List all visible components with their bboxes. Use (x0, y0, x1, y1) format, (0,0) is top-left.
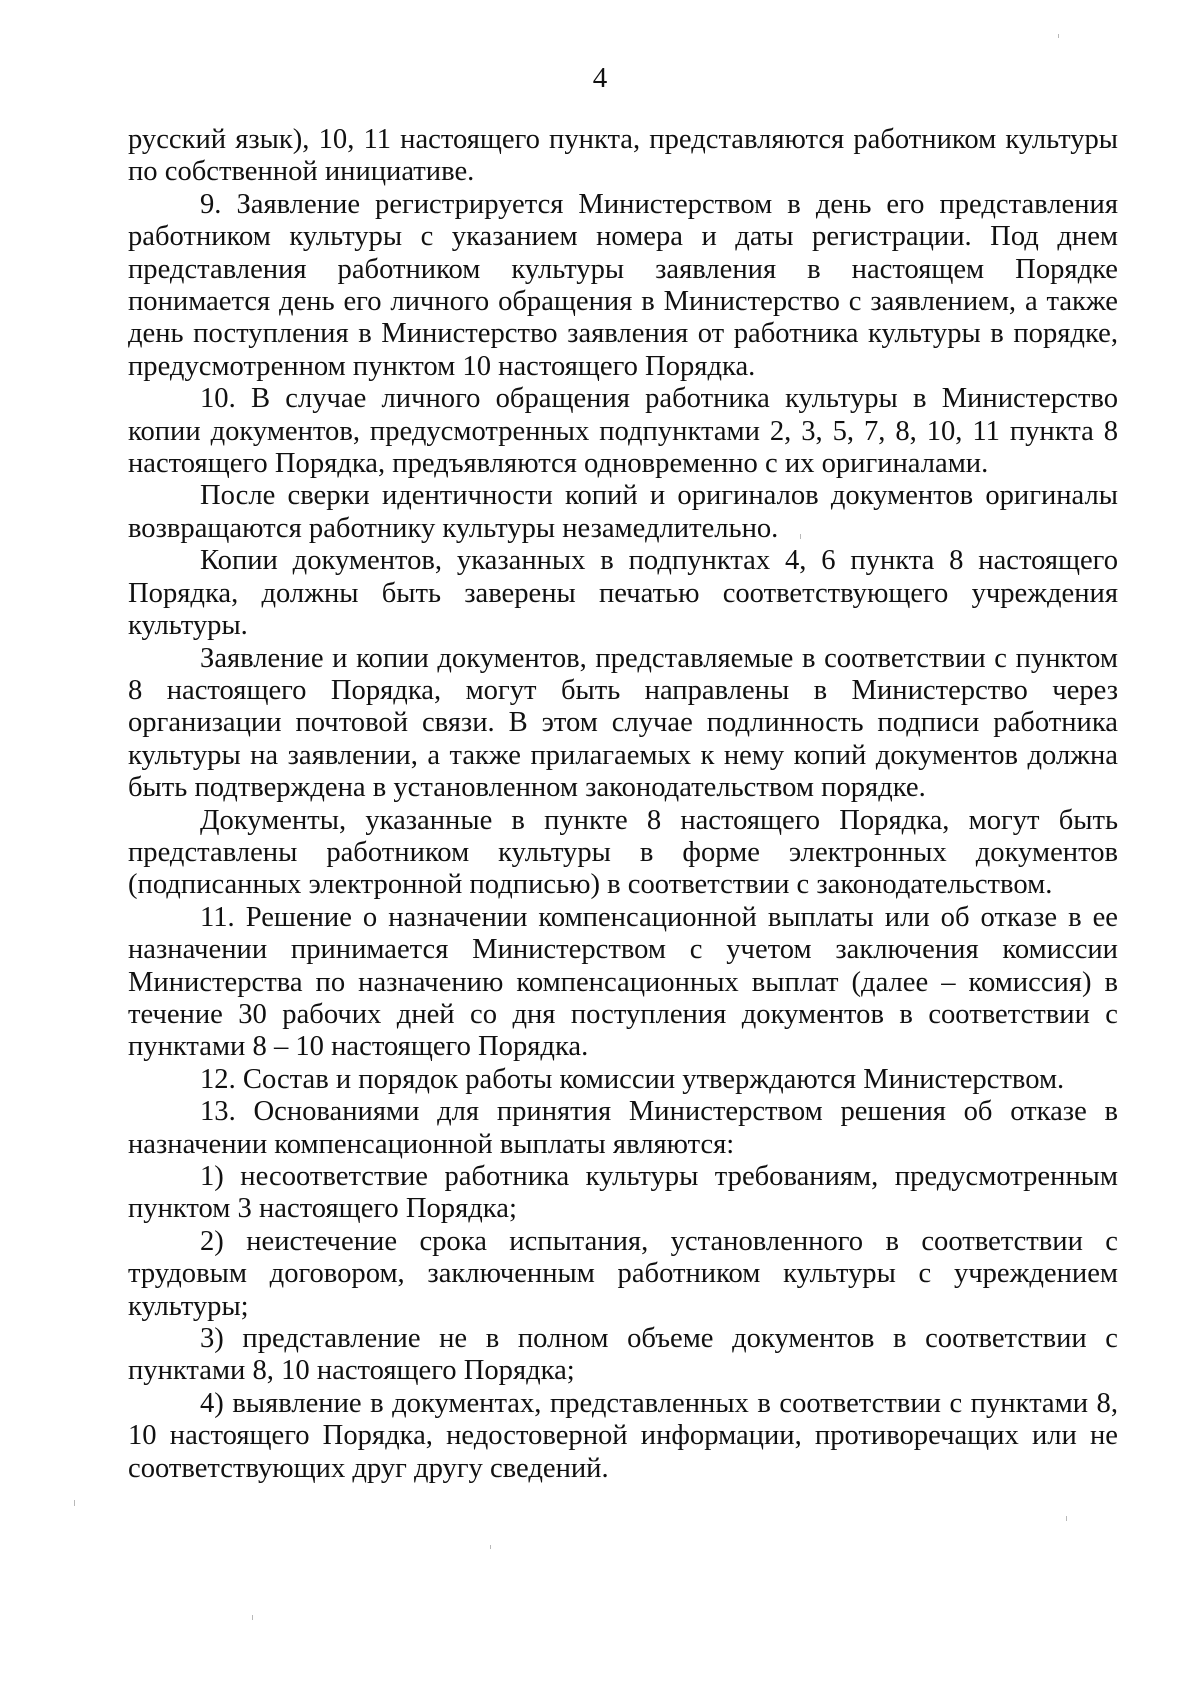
list-item-4: 4) выявление в документах, представленных в соответствии с пунктами 8, 10 настоящего Порядка, недостоверной информации, противоречащих или не соответствующих друг другу сведений. (128, 1387, 1118, 1484)
paragraph-item-11: 11. Решение о назначении компенсационной выплаты или об отказе в ее назначении принимается Министерством с учетом заключения комиссии Министерства по назначению компенсационных выплат (далее – комиссия) в течение 30 рабочих дней со дня поступления документов в соответствии с пунктами 8 – 10 настоящего Порядка. (128, 901, 1118, 1063)
document-body (128, 124, 1118, 1485)
scan-speck (490, 1545, 491, 1549)
scan-speck (252, 1615, 253, 1620)
list-item-3: 3) представление не в полном объеме документов в соответствии с пунктами 8, 10 настоящего Порядка; (128, 1323, 1118, 1387)
paragraph-item-13: 13. Основаниями для принятия Министерством решения об отказе в назначении компенсационной выплаты являются: (128, 1096, 1118, 1160)
list-item-1: 1) несоответствие работника культуры требованиям, предусмотренным пунктом 3 настоящего Порядка; (128, 1161, 1118, 1225)
paragraph-postal-submission: Заявление и копии документов, представляемые в соответствии с пунктом 8 настоящего Порядка, могут быть направлены в Министерство через организации почтовой связи. В этом случае подлинность подписи работника культуры на заявлении, а также прилагаемых к нему копий документов должна быть подтверждена в установленном законодательством порядке. (128, 642, 1118, 804)
paragraph-item-9: 9. Заявление регистрируется Министерством в день его представления работником культуры с указанием номера и даты регистрации. Под днем представления работником культуры заявления в настоящем Порядке понимается день его личного обращения в Министерство с заявлением, а также день поступления в Министерство заявления от работника культуры в порядке, предусмотренном пунктом 10 настоящего Порядка. (128, 188, 1118, 382)
paragraph-item-10: 10. В случае личного обращения работника культуры в Министерство копии документов, предусмотренных подпунктами 2, 3, 5, 7, 8, 10, 11 пункта 8 настоящего Порядка, предъявляются одновременно с их оригиналами. (128, 383, 1118, 480)
list-item-2: 2) неистечение срока испытания, установленного в соответствии с трудовым договором, заключенным работником культуры с учреждением культуры; (128, 1225, 1118, 1322)
paragraph-originals-return: После сверки идентичности копий и оригиналов документов оригиналы возвращаются работнику культуры незамедлительно. (128, 480, 1118, 544)
paragraph-certified-copies: Копии документов, указанных в подпунктах 4, 6 пункта 8 настоящего Порядка, должны быть заверены печатью соответствующего учреждения культуры. (128, 545, 1118, 642)
paragraph-item-12: 12. Состав и порядок работы комиссии утверждаются Министерством. (200, 1063, 1065, 1095)
scan-speck (800, 534, 801, 539)
page-number: 4 (592, 62, 608, 94)
paragraph-continuation: русский язык), 10, 11 настоящего пункта, представляются работником культуры по собственной инициативе. (128, 124, 1118, 188)
scan-speck (1058, 34, 1059, 38)
scan-speck (74, 1500, 75, 1506)
paragraph-electronic-documents: Документы, указанные в пункте 8 настоящего Порядка, могут быть представлены работником культуры в форме электронных документов (подписанных электронной подписью) в соответствии с законодательством. (128, 804, 1118, 901)
scan-speck (1066, 1516, 1067, 1521)
